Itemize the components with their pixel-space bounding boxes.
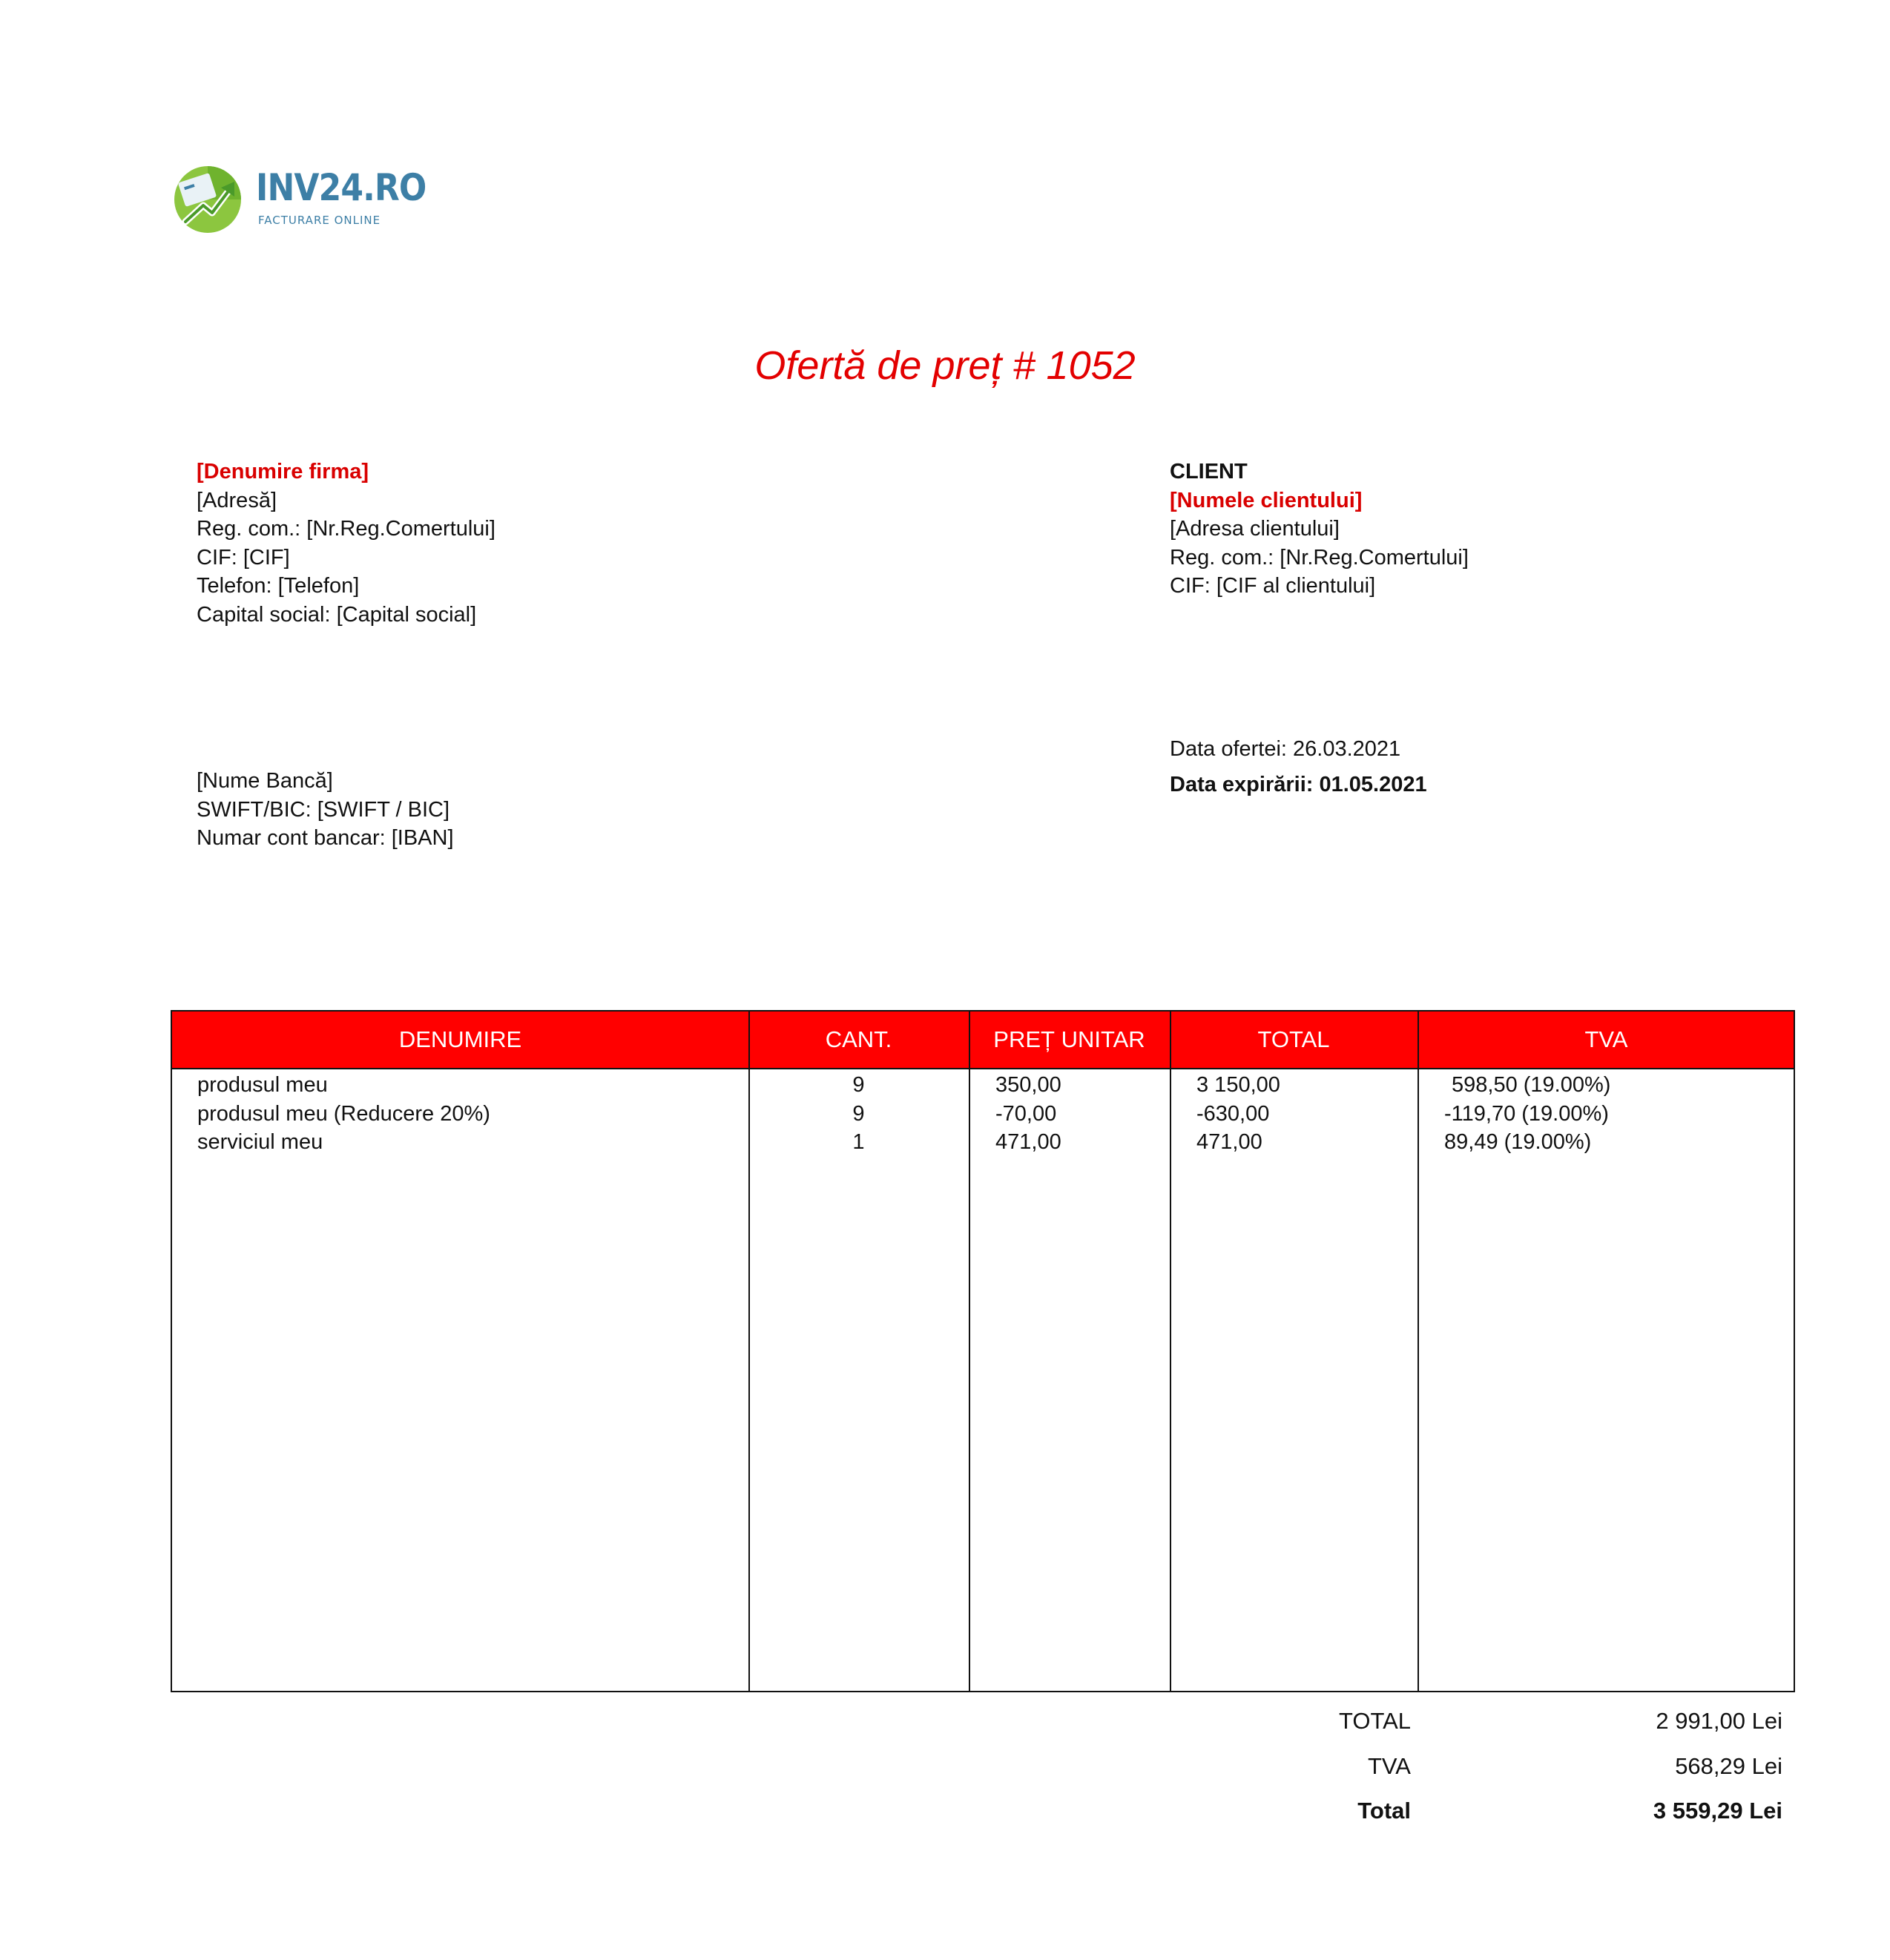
table-cell: 598,50 (19.00%): [1452, 1073, 1611, 1097]
company-phone: Telefon: [Telefon]: [197, 574, 360, 598]
item-total-column: [1196, 1071, 1280, 1157]
grand-total-value: 3 559,29 Lei: [1653, 1798, 1782, 1824]
company-details: [197, 458, 495, 629]
company-address: [Adresă]: [197, 488, 277, 512]
table-cell: 89,49 (19.00%): [1444, 1130, 1592, 1154]
offer-dates: [1170, 731, 1427, 802]
document-title: Ofertă de preț # 1052: [754, 343, 1136, 388]
header-denumire: DENUMIRE: [398, 1026, 522, 1052]
item-qty-column: [748, 1071, 969, 1157]
item-unit-price-column: [995, 1071, 1061, 1157]
bank-iban: Numar cont bancar: [IBAN]: [197, 826, 454, 850]
chart-arrow-icon: [171, 161, 245, 235]
header-pret-unitar: PREȚ UNITAR: [993, 1026, 1145, 1052]
table-cell: 9: [852, 1073, 865, 1097]
grand-total-label: Total: [1357, 1798, 1411, 1824]
client-cif: CIF: [CIF al clientului]: [1170, 574, 1376, 598]
logo-tagline: FACTURARE ONLINE: [258, 214, 381, 227]
header-cant: CANT.: [825, 1026, 892, 1052]
table-cell: produsul meu (Reducere 20%): [197, 1101, 490, 1126]
column-divider: [969, 1012, 970, 1691]
company-capital: Capital social: [Capital social]: [197, 602, 477, 627]
table-cell: 350,00: [995, 1073, 1061, 1097]
column-divider: [1170, 1012, 1171, 1691]
subtotal-label: TOTAL: [1338, 1708, 1411, 1734]
client-address: [Adresa clientului]: [1170, 517, 1340, 541]
header-tva: TVA: [1584, 1026, 1628, 1052]
table-cell: 471,00: [1196, 1130, 1262, 1154]
table-cell: 1: [852, 1130, 865, 1154]
table-cell: 9: [852, 1101, 865, 1126]
client-name: [Numele clientului]: [1170, 488, 1363, 512]
bank-swift: SWIFT/BIC: [SWIFT / BIC]: [197, 797, 450, 822]
table-cell: -119,70 (19.00%): [1444, 1101, 1609, 1126]
tva-total-value: 568,29 Lei: [1675, 1753, 1782, 1779]
company-name: [Denumire firma]: [197, 460, 369, 484]
table-cell: 471,00: [995, 1130, 1061, 1154]
table-cell: produsul meu: [197, 1073, 328, 1097]
company-logo: [171, 157, 427, 235]
items-table: [171, 1010, 1795, 1692]
table-cell: -70,00: [995, 1101, 1057, 1126]
column-divider: [1418, 1012, 1419, 1691]
company-reg: Reg. com.: [Nr.Reg.Comertului]: [197, 517, 495, 541]
tva-total-label: TVA: [1368, 1753, 1411, 1779]
item-tva-column: [1444, 1071, 1610, 1157]
bank-details: [197, 767, 454, 853]
table-cell: -630,00: [1196, 1101, 1270, 1126]
logo-brand-text: INV24.RO: [256, 166, 427, 209]
header-total: TOTAL: [1257, 1026, 1330, 1052]
client-details: [1170, 458, 1469, 601]
item-name-column: [197, 1071, 490, 1157]
table-cell: serviciul meu: [197, 1130, 323, 1154]
table-header: [172, 1012, 1794, 1069]
offer-date: Data ofertei: 26.03.2021: [1170, 737, 1401, 761]
table-cell: 3 150,00: [1196, 1073, 1280, 1097]
client-reg: Reg. com.: [Nr.Reg.Comertului]: [1170, 545, 1469, 570]
subtotal-value: 2 991,00 Lei: [1656, 1708, 1782, 1734]
client-heading: CLIENT: [1170, 460, 1248, 484]
expiry-date: Data expirării: 01.05.2021: [1170, 773, 1427, 796]
company-cif: CIF: [CIF]: [197, 545, 290, 570]
bank-name: [Nume Bancă]: [197, 769, 333, 793]
